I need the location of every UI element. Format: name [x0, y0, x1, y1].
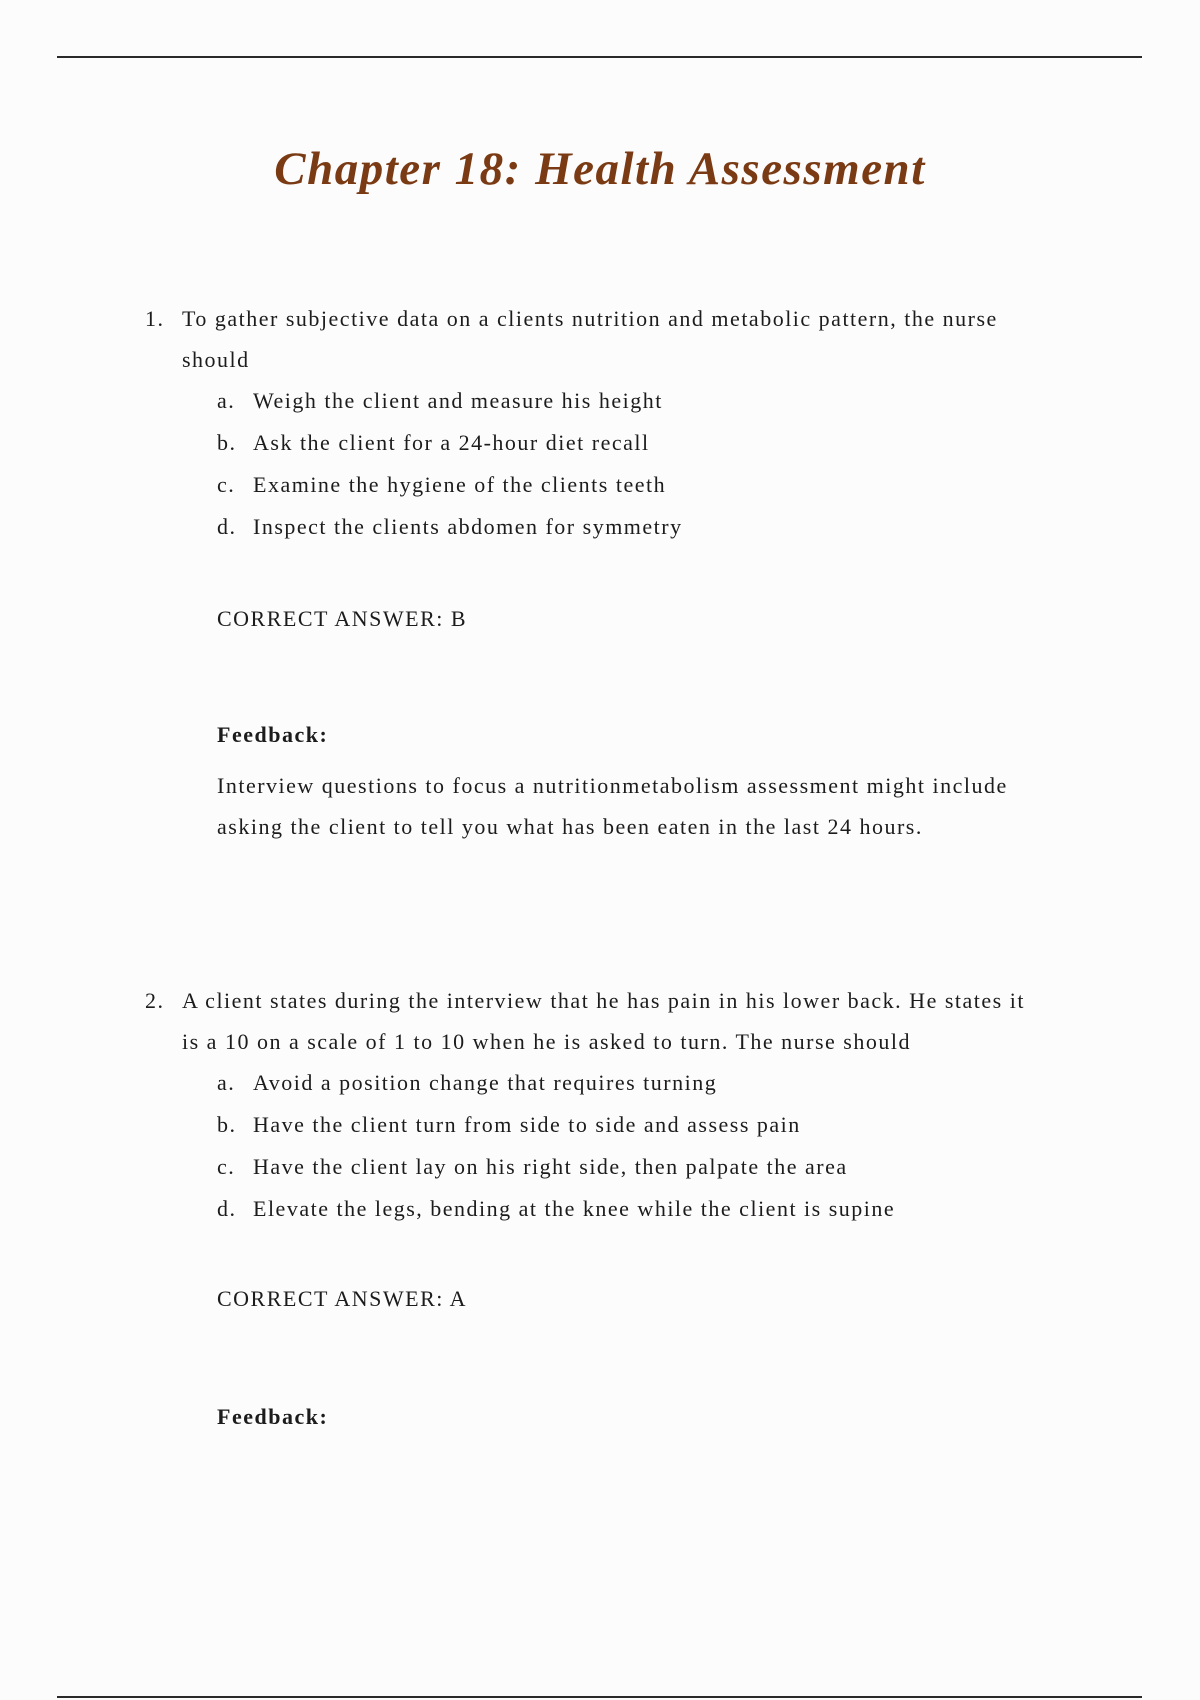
- question-stem: A client states during the interview that he has pain in his lower back. He states it is a 10 on a scale of 1 to 10 when he is asked to turn. The nurse should: [182, 988, 1025, 1054]
- option-text: Avoid a position change that requires turning: [253, 1070, 718, 1095]
- option-text: Elevate the legs, bending at the knee while the client is supine: [253, 1196, 896, 1221]
- option-a: [217, 1062, 1045, 1104]
- option-text: Ask the client for a 24-hour diet recall: [253, 430, 650, 455]
- option-letter: b.: [217, 430, 237, 455]
- question-number: 1.: [145, 306, 165, 331]
- option-text: Have the client lay on his right side, then palpate the area: [253, 1154, 848, 1179]
- bottom-rule: [57, 1696, 1142, 1698]
- chapter-title: Chapter 18: Health Assessment: [274, 143, 926, 195]
- option-text: Inspect the clients abdomen for symmetry: [253, 514, 683, 539]
- option-d: [217, 1188, 1045, 1230]
- feedback-label: Feedback:: [217, 1404, 329, 1429]
- option-letter: d.: [217, 1196, 237, 1221]
- option-text: Examine the hygiene of the clients teeth: [253, 472, 667, 497]
- option-d: [217, 506, 1045, 548]
- feedback-label: Feedback:: [217, 722, 329, 747]
- option-letter: c.: [217, 472, 236, 497]
- option-text: Have the client turn from side to side and assess pain: [253, 1112, 801, 1137]
- options-list: [217, 380, 1045, 548]
- feedback-text: Interview questions to focus a nutritionmetabolism assessment might include asking the client to tell you what has been eaten in the last 24 hours.: [217, 773, 1008, 839]
- option-letter: b.: [217, 1112, 237, 1137]
- top-rule: [57, 56, 1142, 58]
- question-1: [145, 298, 1045, 847]
- option-letter: d.: [217, 514, 237, 539]
- option-letter: c.: [217, 1154, 236, 1179]
- option-a: [217, 380, 1045, 422]
- option-text: Weigh the client and measure his height: [253, 388, 663, 413]
- option-c: [217, 464, 1045, 506]
- correct-answer: CORRECT ANSWER: B: [217, 606, 468, 631]
- question-stem: To gather subjective data on a clients nutrition and metabolic pattern, the nurse should: [182, 306, 998, 372]
- options-list: [217, 1062, 1045, 1230]
- option-c: [217, 1146, 1045, 1188]
- option-b: [217, 1104, 1045, 1146]
- option-letter: a.: [217, 1070, 236, 1095]
- question-number: 2.: [145, 988, 165, 1013]
- option-letter: a.: [217, 388, 236, 413]
- question-2: [145, 980, 1045, 1430]
- option-b: [217, 422, 1045, 464]
- correct-answer: CORRECT ANSWER: A: [217, 1286, 468, 1311]
